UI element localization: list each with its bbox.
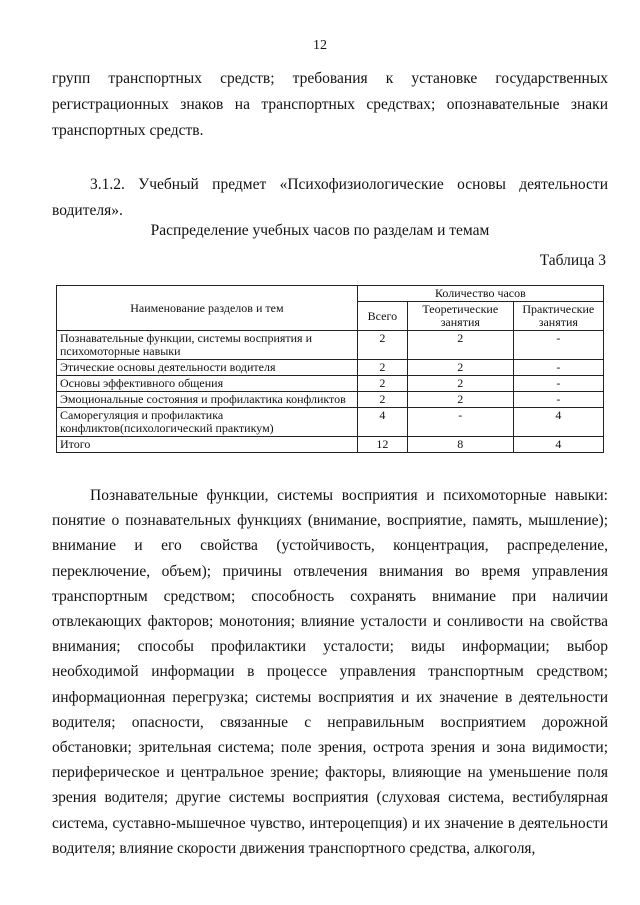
subject-paragraph: 3.1.2. Учебный предмет «Психофизиологические основы деятельности водителя». xyxy=(52,176,608,219)
row-theory: 2 xyxy=(407,376,513,392)
header-total: Всего xyxy=(357,302,407,331)
table-total-row xyxy=(57,437,604,453)
row-total: 12 xyxy=(357,437,407,453)
header-practice: Практические занятия xyxy=(513,302,603,331)
row-name: Итого xyxy=(57,437,358,453)
intro-paragraph: групп транспортных средств; требования к установке государственных регистрационных знаков на транспортных средствах; опознавательные знаки транспортных средств. xyxy=(52,70,608,139)
row-practice: - xyxy=(513,360,603,376)
row-name: Основы эффективного общения xyxy=(57,376,358,392)
header-section-name: Наименование разделов и тем xyxy=(57,286,358,331)
table-row xyxy=(57,408,604,437)
row-practice: 4 xyxy=(513,437,603,453)
row-theory: 2 xyxy=(407,392,513,408)
header-hours-count: Количество часов xyxy=(357,286,603,302)
table-row xyxy=(57,331,604,360)
table-row xyxy=(57,392,604,408)
row-practice: 4 xyxy=(513,408,603,437)
table-header-row xyxy=(57,286,604,302)
row-total: 2 xyxy=(357,376,407,392)
row-name: Этические основы деятельности водителя xyxy=(57,360,358,376)
hours-table xyxy=(56,285,604,453)
row-practice: - xyxy=(513,331,603,360)
page-number: 12 xyxy=(313,38,327,53)
row-practice: - xyxy=(513,376,603,392)
row-theory: 2 xyxy=(407,331,513,360)
row-total: 4 xyxy=(357,408,407,437)
body-paragraph: Познавательные функции, системы восприятия и психомоторные навыки: понятие о познавательных функциях (внимание, восприятие, память, мышление); внимание и его свойства (устойчивость, концентрация, распределение, переключение, объем); причины отвлечения внимания во время управления транспортным средством; способность сохранять внимание при наличии отвлекающих факторов; монотония; влияние усталости и сонливости на свойства внимания; способы профилактики усталости; виды информации; выбор необходимой информации в процессе управления транспортным средством; информационная перегрузка; системы восприятия и их значение в деятельности водителя; опасности, связанные с неправильным восприятием дорожной обстановки; зрительная система; поле зрения, острота зрения и зона видимости; периферическое и центральное зрение; факторы, влияющие на уменьшение поля зрения водителя; другие системы восприятия (слуховая система, вестибулярная система, суставно-мышечное чувство, интероцепция) и их значение в деятельности водителя; влияние скорости движения транспортного средства, алкоголя, xyxy=(52,487,608,857)
table-caption: Распределение учебных часов по разделам и темам xyxy=(150,222,490,239)
row-theory: 2 xyxy=(407,360,513,376)
row-total: 2 xyxy=(357,331,407,360)
row-name: Эмоциональные состояния и профилактика конфликтов xyxy=(57,392,358,408)
header-theory: Теоретические занятия xyxy=(407,302,513,331)
row-total: 2 xyxy=(357,392,407,408)
row-name: Саморегуляция и профилактика конфликтов(психологический практикум) xyxy=(57,408,358,437)
row-theory: 8 xyxy=(407,437,513,453)
row-practice: - xyxy=(513,392,603,408)
row-name: Познавательные функции, системы восприятия и психомоторные навыки xyxy=(57,331,358,360)
row-total: 2 xyxy=(357,360,407,376)
table-row xyxy=(57,360,604,376)
table-label: Таблица 3 xyxy=(539,252,606,269)
row-theory: - xyxy=(407,408,513,437)
table-row xyxy=(57,376,604,392)
